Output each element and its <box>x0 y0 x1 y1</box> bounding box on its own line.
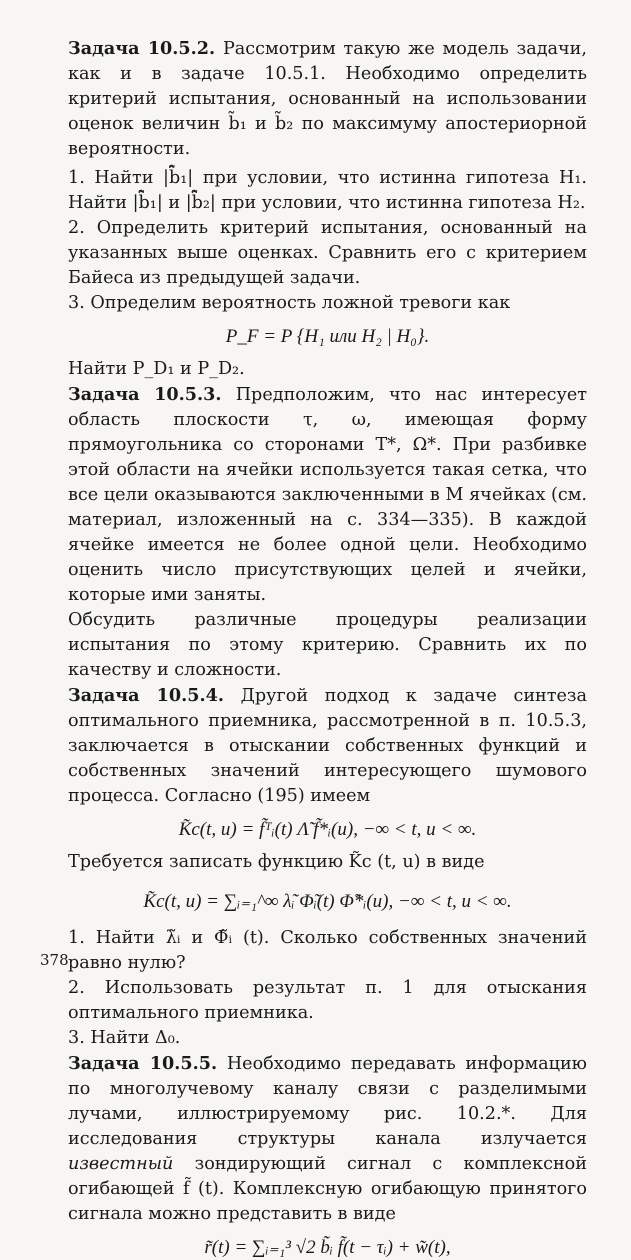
problem-10-5-4 <box>68 683 587 809</box>
item-find-eigen: 1. Найти λ̃ᵢ и Φ̃ᵢ (t). Сколько собственных значений равно нулю? <box>68 928 587 973</box>
equation-received-signal: r̃(t) = ∑ᵢ₌₁³ √2 b̃ᵢ f̃(t − τᵢ) + w̃(t), <box>204 1237 451 1258</box>
problem-10-5-3 <box>68 382 587 608</box>
discussion: Обсудить различные процедуры реализации испытания по этому критерию. Сравнить их по качеству и сложности. <box>68 610 587 680</box>
problem-title: Задача 10.5.5. <box>68 1053 218 1074</box>
problem-text: Рассмотрим такую же модель задачи, как и в задаче 10.5.1. Необходимо определить критерий испытания, основанный на использовании оценок величин b̃₁ и b̃₂ по максимуму апостериорной вероятности. <box>68 39 587 159</box>
problem-text-a: Необходимо передавать информацию по многолучевому каналу связи с разделимыми лучами, иллюстрируемому рис. 10.2.*. Для исследования структуры канала излучается <box>68 1054 587 1149</box>
find-pd: Найти P_D₁ и P_D₂. <box>68 359 245 379</box>
equation-kernel: K̃c(t, u) = f̃ᵀᵢ(t) Λ̃ f̃*ᵢ(u), −∞ < t, u < ∞. <box>178 819 477 840</box>
problem-text: Предположим, что нас интересует область плоскости τ, ω, имеющая форму прямоугольника со сторонами T*, Ω*. При разбивке этой области на ячейки используется такая сетка, что все цели оказываются заключенными в M ячейках (см. материал, изложенный на с. 334—335). В каждой ячейке имеется не более одной цели. Необходимо оценить число присутствующих целей и ячейки, которые ими заняты. <box>68 385 587 605</box>
item-2: 2. Определить критерий испытания, основанный на указанных выше оценках. Сравнить его с критерием Байеса из предыдущей задачи. <box>68 218 587 288</box>
problem-10-5-5 <box>68 1051 587 1227</box>
equation-false-alarm: P_F = P {H₁ или H₂ | H₀}. <box>225 326 430 347</box>
problem-title: Задача 10.5.4. <box>68 685 224 706</box>
problem-text-italic: известный <box>68 1154 174 1174</box>
problem-title: Задача 10.5.3. <box>68 384 222 405</box>
require-text: Требуется записать функцию K̃c (t, u) в виде <box>68 852 485 872</box>
problem-text: Другой подход к задаче синтеза оптимального приемника, рассмотренной в п. 10.5.3, заключается в отыскании собственных функций и собственных значений интересующего шумового процесса. Согласно (195) имеем <box>68 686 587 806</box>
item-1: 1. Найти |b̃̂₁| при условии, что истинна гипотеза H₁. Найти |b̃̂₁| и |b̃̂₂| при условии, что истинна гипотеза H₂. <box>68 168 587 213</box>
item-use-result: 2. Использовать результат п. 1 для отыскания оптимального приемника. <box>68 978 587 1023</box>
problem-10-5-2 <box>68 36 587 162</box>
item-3: 3. Определим вероятность ложной тревоги как <box>68 293 511 313</box>
equation-expansion: K̃c(t, u) = ∑ᵢ₌₁^∞ λ̃ᵢ Φ̃ᵢ(t) Φ̃*ᵢ(u), −∞ < t, u < ∞. <box>143 891 512 912</box>
page-number: 378 <box>40 951 69 969</box>
problem-title: Задача 10.5.2. <box>68 38 216 59</box>
problem-text-b: зондирующий сигнал с комплексной огибающей f̃ (t). Комплексную огибающую принятого сигнала можно представить в виде <box>68 1154 587 1224</box>
item-find-delta: 3. Найти Δ₀. <box>68 1028 181 1048</box>
